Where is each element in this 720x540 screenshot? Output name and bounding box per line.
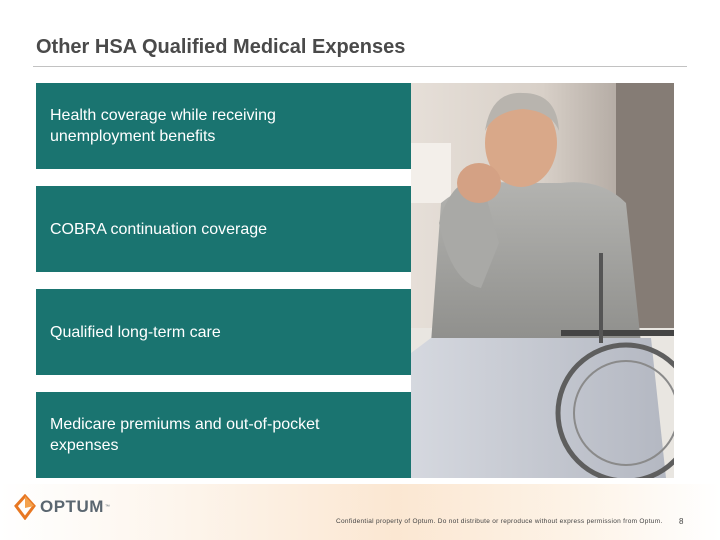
expense-label: Health coverage while receiving unemployment benefits [50, 107, 276, 145]
optum-mark-icon [14, 494, 36, 520]
trademark-symbol: ™ [104, 504, 110, 510]
expense-label: Medicare premiums and out-of-pocket expenses [50, 416, 320, 454]
man-in-wheelchair-photo [411, 83, 674, 478]
confidential-notice: Confidential property of Optum. Do not distribute or reproduce without express permission from Optum. [336, 518, 663, 525]
optum-logo [14, 494, 110, 520]
title-divider [33, 66, 687, 67]
slide-title: Other HSA Qualified Medical Expenses [36, 36, 406, 58]
page-number: 8 [679, 517, 684, 526]
expense-label: Qualified long-term care [50, 323, 221, 341]
expense-box-long-term-care [36, 289, 411, 375]
expense-box-unemployment [36, 83, 411, 169]
expense-box-medicare [36, 392, 411, 478]
expense-box-cobra [36, 186, 411, 272]
expense-label: COBRA continuation coverage [50, 220, 268, 238]
optum-brand-text: OPTUM [40, 497, 104, 516]
